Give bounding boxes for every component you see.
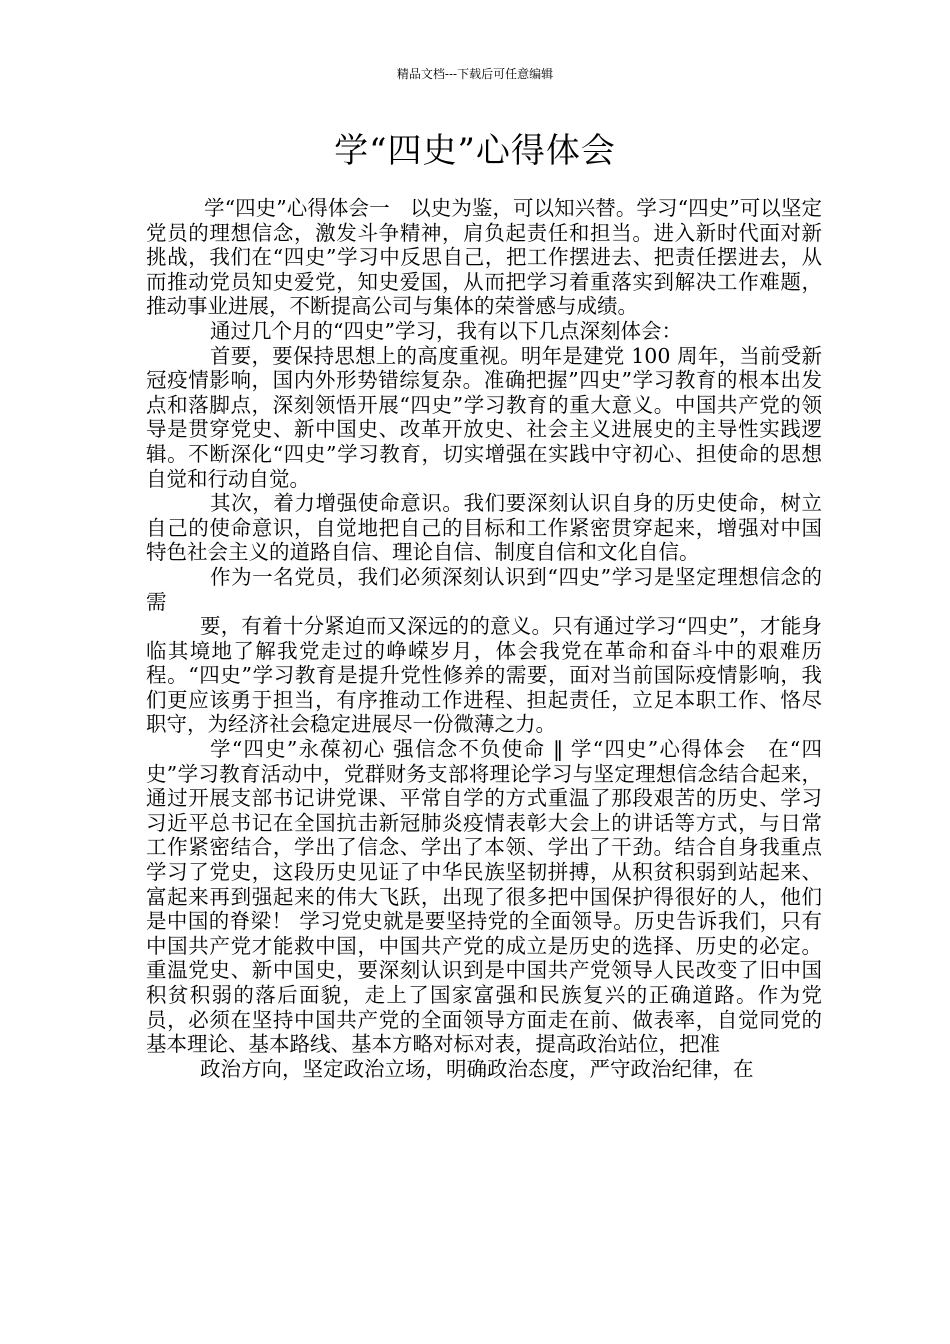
paragraph: 通过几个月的“四史”学习，我有以下几点深刻体会： xyxy=(210,318,682,343)
paragraph: 政治方向，坚定政治立场，明确政治态度，严守政治纪律，在 xyxy=(200,1056,754,1081)
paragraph: 作为一名党员，我们必须深刻认识到“四史”学习是坚定理想信念的需 xyxy=(146,564,822,614)
paragraph: 要，有着十分紧迫而又深远的的意义。只有通过学习“四史”，才能身临其境地了解我党走过的峥嵘岁月，体会我党在革命和奋斗中的艰难历程。“四史”学习教育是提升党性修养的需要，面对当前国际疫情影响，我们更应该勇于担当，有序推动工作进程、担起责任，立足本职工作、恪尽职守，为经济社会稳定进展尽一份微薄之力。 xyxy=(146,614,822,737)
paragraph: 学“四史”永葆初心 强信念不负使命 ‖ 学“四史”心得体会 在“四史”学习教育活动中，党群财务支部将理论学习与坚定理想信念结合起来，通过开展支部书记讲党课、平常自学的方式重温了那段艰苦的历史、学习习近平总书记在全国抗击新冠肺炎疫情表彰大会上的讲话等方式，与日常工作紧密结合，学出了信念、学出了本领、学出了干劲。结合自身我重点学习了党史，这段历史见证了中华民族坚韧拼搏，从积贫积弱到站起来、富起来再到强起来的伟大飞跃，出现了很多把中国保护得很好的人，他们是中国的脊梁！ 学习党史就是要坚持党的全面领导。历史告诉我们，只有中国共产党才能救中国，中国共产党的成立是历史的选择、历史的必定。重温党史、新中国史，要深刻认识到是中国共产党领导人民改变了旧中国积贫积弱的落后面貌，走上了国家富强和民族复兴的正确道路。作为党员，必须在坚持中国共产党的全面领导方面走在前、做表率，自觉同党的基本理论、基本路线、基本方略对标对表，提高政治站位，把准 xyxy=(146,737,822,1057)
page-header: 精品文档---下载后可任意编辑 xyxy=(396,67,554,81)
paragraph: 其次，着力增强使命意识。我们要深刻认识自身的历史使命，树立自己的使命意识，自觉地把自己的目标和工作紧密贯穿起来，增强对中国特色社会主义的道路自信、理论自信、制度自信和文化自信。 xyxy=(146,491,822,565)
paragraph: 学“四史”心得体会一 以史为鉴，可以知兴替。学习“四史”可以坚定党员的理想信念，激发斗争精神，肩负起责任和担当。进入新时代面对新挑战，我们在“四史”学习中反思自己，把工作摆进去、把责任摆进去，从而推动党员知史爱党，知史爱国，从而把学习着重落实到解决工作难题，推动事业进展，不断提高公司与集体的荣誉感与成绩。 xyxy=(146,196,822,319)
document-body xyxy=(146,196,822,1081)
paragraph: 首要，要保持思想上的高度重视。明年是建党 100 周年，当前受新冠疫情影响，国内外形势错综复杂。准确把握”四史”学习教育的根本出发点和落脚点，深刻领悟开展“四史”学习教育的重大意义。中国共产党的领导是贯穿党史、新中国史、改革开放史、社会主义进展史的主导性实践逻辑。不断深化“四史”学习教育，切实增强在实践中守初心、担使命的思想自觉和行动自觉。 xyxy=(146,343,822,491)
document-title: 学“四史”心得体会 xyxy=(334,131,616,171)
